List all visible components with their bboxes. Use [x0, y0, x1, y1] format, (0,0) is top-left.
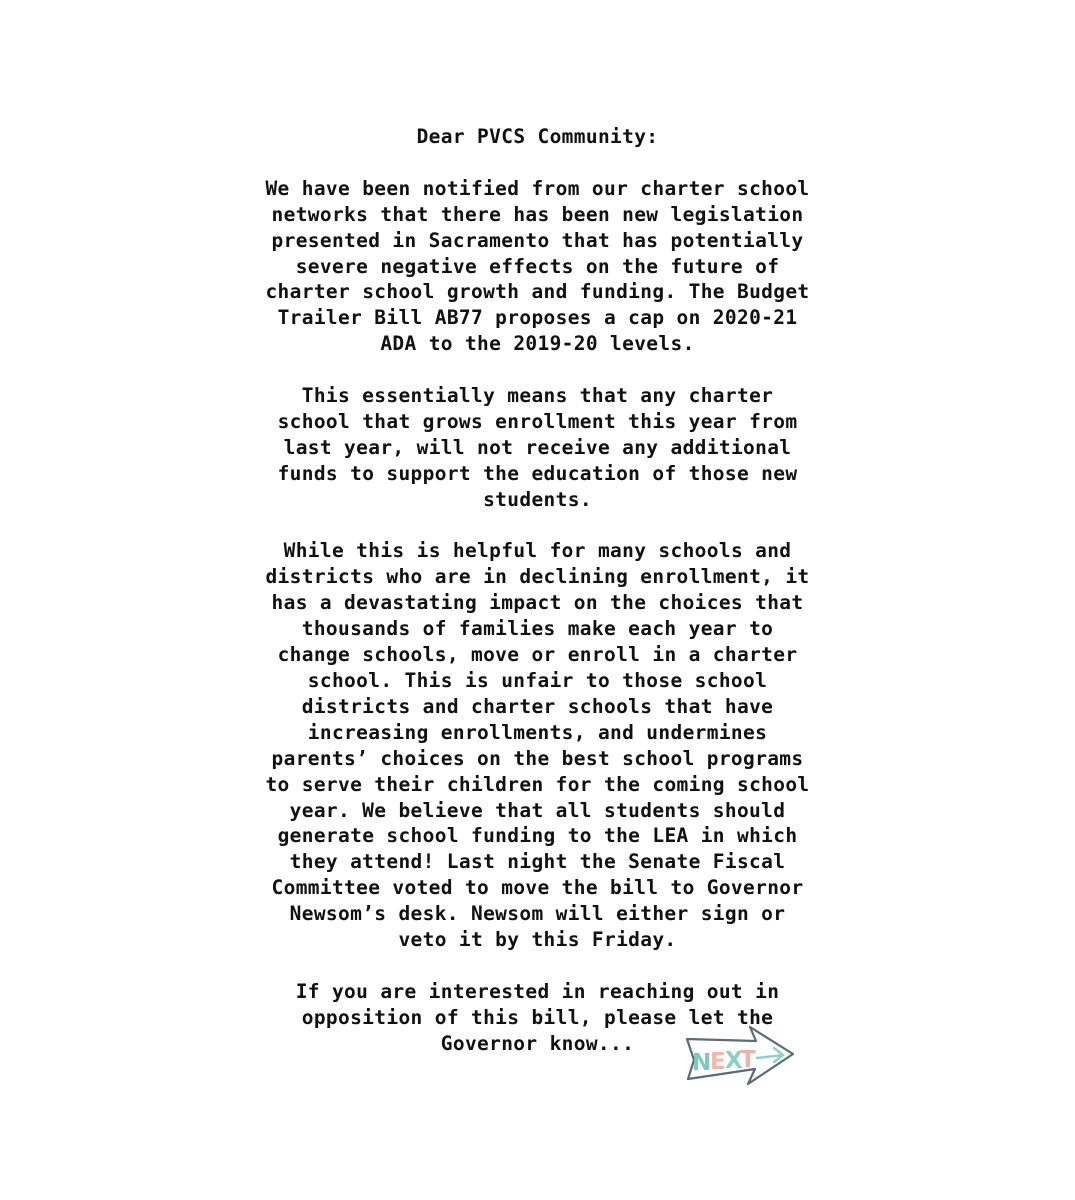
next-letter-e: E — [710, 1049, 726, 1075]
paragraph-line: While this is helpful for many schools and — [283, 539, 792, 563]
paragraph-line: This essentially means that any charter — [301, 384, 774, 408]
paragraph-3 — [0, 538, 1075, 953]
paragraph-line: last year, will not receive any additional — [283, 435, 792, 459]
paragraph-line: charter school growth and funding. The Budget — [265, 280, 810, 304]
paragraph-line: increasing enrollments, and undermines — [307, 720, 768, 744]
paragraph-line: Committee voted to move the bill to Governor — [271, 876, 804, 900]
paragraph-2 — [0, 383, 1075, 513]
paragraph-line: year. We believe that all students should — [289, 798, 786, 822]
paragraph-line: veto it by this Friday. — [398, 928, 677, 952]
next-sticker[interactable] — [684, 1024, 796, 1102]
greeting — [0, 124, 1075, 150]
paragraph-line: Newsom’s desk. Newsom will either sign or — [289, 902, 786, 926]
paragraph-line: Governor know... — [440, 1031, 635, 1055]
next-letter-n: N — [692, 1050, 712, 1076]
paragraph-line: students. — [483, 487, 592, 511]
paragraph-line: parents’ choices on the best school programs — [271, 746, 804, 770]
paragraph-line: school that grows enrollment this year from — [277, 409, 798, 433]
paragraph-line: severe negative effects on the future of — [295, 254, 780, 278]
paragraph-line: funds to support the education of those new — [277, 461, 798, 485]
paragraph-line: to serve their children for the coming school — [265, 772, 810, 796]
arrow-right-icon — [684, 1024, 796, 1102]
paragraph-line: We have been notified from our charter school — [265, 176, 810, 200]
paragraph-line: generate school funding to the LEA in which — [277, 824, 798, 848]
paragraph-1 — [0, 176, 1075, 357]
paragraph-line: they attend! Last night the Senate Fiscal — [289, 850, 786, 874]
next-letter-x: X — [725, 1048, 743, 1074]
paragraph-line: change schools, move or enroll in a charter — [277, 643, 798, 667]
greeting-line: Dear PVCS Community: — [416, 125, 659, 148]
paragraph-line: If you are interested in reaching out in — [295, 979, 780, 1003]
letter-body — [0, 124, 1075, 1082]
paragraph-line: districts who are in declining enrollment, it — [265, 565, 810, 589]
paragraph-line: districts and charter schools that have — [301, 694, 774, 718]
paragraph-4 — [0, 979, 1075, 1057]
paragraph-line: networks that there has been new legislation — [271, 202, 804, 226]
paragraph-line: Trailer Bill AB77 proposes a cap on 2020-21 — [277, 306, 798, 330]
paragraph-line: school. This is unfair to those school — [307, 668, 768, 692]
paragraph-line: presented in Sacramento that has potentially — [271, 228, 804, 252]
next-letter-t: T — [740, 1047, 756, 1073]
paragraph-line: ADA to the 2019-20 levels. — [380, 332, 695, 356]
paragraph-line: thousands of families make each year to — [301, 617, 774, 641]
paragraph-line: has a devastating impact on the choices that — [271, 591, 804, 615]
paragraph-line: opposition of this bill, please let the — [301, 1005, 774, 1029]
